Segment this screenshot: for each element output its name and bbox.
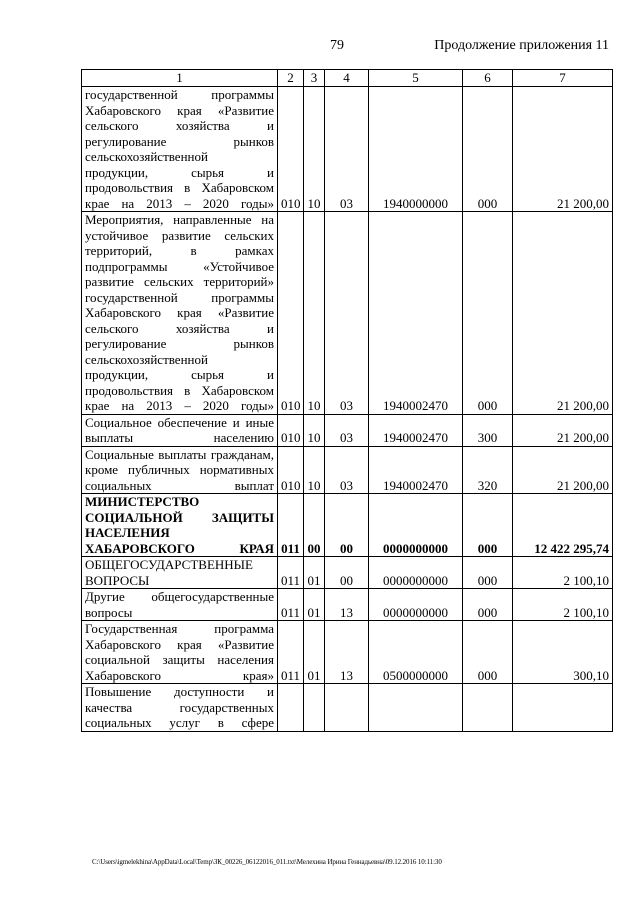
cell-c2: 010	[278, 87, 304, 212]
table-row	[82, 621, 613, 684]
cell-c5: 0000000000	[369, 557, 463, 589]
cell-c3: 01	[304, 621, 325, 684]
row-name: Социальное обеспечение и иные выплаты населению	[82, 414, 278, 446]
cell-c3: 10	[304, 414, 325, 446]
cell-amount: 21 200,00	[513, 446, 613, 494]
budget-table	[81, 69, 613, 732]
row-name: Социальные выплаты гражданам, кроме публичных нормативных социальных выплат	[82, 446, 278, 494]
cell-c4: 13	[325, 621, 369, 684]
cell-c4: 00	[325, 494, 369, 557]
table-row	[82, 446, 613, 494]
row-name: Государственная программа Хабаровского края «Развитие социальной защиты населения Хабаровского края»	[82, 621, 278, 684]
cell-c6: 300	[463, 414, 513, 446]
column-header: 1	[82, 70, 278, 87]
cell-c5: 1940002470	[369, 414, 463, 446]
cell-c3: 10	[304, 212, 325, 415]
cell-c6: 000	[463, 494, 513, 557]
file-path-footer: C:\Users\igmelekhina\AppData\Local\Temp\ЗК_00226_06122016_011.txt\Мелехина Ирина Геннадьевна\09.12.2016 10:11:30	[92, 858, 442, 866]
column-header: 3	[304, 70, 325, 87]
cell-amount	[513, 684, 613, 732]
cell-c3: 10	[304, 446, 325, 494]
cell-c6: 320	[463, 446, 513, 494]
row-name: Другие общегосударственные вопросы	[82, 589, 278, 621]
cell-c4: 03	[325, 446, 369, 494]
cell-c6	[463, 684, 513, 732]
cell-c6: 000	[463, 589, 513, 621]
cell-c2: 011	[278, 494, 304, 557]
column-header: 6	[463, 70, 513, 87]
table-row	[82, 557, 613, 589]
cell-c4: 00	[325, 557, 369, 589]
cell-amount: 21 200,00	[513, 414, 613, 446]
cell-c4: 13	[325, 589, 369, 621]
cell-amount: 12 422 295,74	[513, 494, 613, 557]
cell-c6: 000	[463, 557, 513, 589]
column-header: 2	[278, 70, 304, 87]
cell-c6: 000	[463, 212, 513, 415]
table-row	[82, 414, 613, 446]
table-row-ministry	[82, 494, 613, 557]
cell-c5: 0000000000	[369, 589, 463, 621]
table-row	[82, 684, 613, 732]
cell-c5	[369, 684, 463, 732]
cell-c5: 0500000000	[369, 621, 463, 684]
cell-c2: 010	[278, 414, 304, 446]
cell-c5: 0000000000	[369, 494, 463, 557]
cell-c5: 1940002470	[369, 446, 463, 494]
row-name: государственной программы Хабаровского края «Развитие сельского хозяйства и регулирование рынков сельскохозяйственной продукции, сырья и продовольствия в Хабаровском крае на 2013 – 2020 годы»	[82, 87, 278, 212]
cell-amount: 21 200,00	[513, 87, 613, 212]
row-name: ОБЩЕГОСУДАРСТВЕННЫЕ ВОПРОСЫ	[82, 557, 278, 589]
column-header: 4	[325, 70, 369, 87]
row-name: МИНИСТЕРСТВО СОЦИАЛЬНОЙ ЗАЩИТЫ НАСЕЛЕНИЯ ХАБАРОВСКОГО КРАЯ	[82, 494, 278, 557]
cell-c2: 011	[278, 557, 304, 589]
cell-c2: 010	[278, 446, 304, 494]
cell-c2: 011	[278, 621, 304, 684]
cell-amount: 300,10	[513, 621, 613, 684]
cell-c3: 00	[304, 494, 325, 557]
row-name: Мероприятия, направленные на устойчивое развитие сельских территорий, в рамках подпрограммы «Устойчивое развитие сельских территорий» государственной программы Хабаровского края «Развитие сельского хозяйства и регулирование рынков сельскохозяйственной продукции, сырья и продовольствия в Хабаровском крае на 2013 – 2020 годы»	[82, 212, 278, 415]
cell-c2	[278, 684, 304, 732]
table-row	[82, 589, 613, 621]
cell-c6: 000	[463, 87, 513, 212]
appendix-title: Продолжение приложения 11	[434, 38, 609, 53]
cell-c4	[325, 684, 369, 732]
cell-amount: 2 100,10	[513, 557, 613, 589]
cell-c3: 01	[304, 589, 325, 621]
row-name: Повышение доступности и качества государственных социальных услуг в сфере	[82, 684, 278, 732]
cell-c5: 1940002470	[369, 212, 463, 415]
cell-c4: 03	[325, 414, 369, 446]
table-header-row	[82, 70, 613, 87]
cell-c2: 011	[278, 589, 304, 621]
cell-c2: 010	[278, 212, 304, 415]
cell-c3: 10	[304, 87, 325, 212]
table-row	[82, 87, 613, 212]
cell-c6: 000	[463, 621, 513, 684]
cell-c5: 1940000000	[369, 87, 463, 212]
cell-c4: 03	[325, 87, 369, 212]
column-header: 7	[513, 70, 613, 87]
cell-amount: 2 100,10	[513, 589, 613, 621]
cell-c3	[304, 684, 325, 732]
table-row	[82, 212, 613, 415]
cell-amount: 21 200,00	[513, 212, 613, 415]
cell-c4: 03	[325, 212, 369, 415]
cell-c3: 01	[304, 557, 325, 589]
column-header: 5	[369, 70, 463, 87]
page-number: 79	[330, 38, 344, 53]
